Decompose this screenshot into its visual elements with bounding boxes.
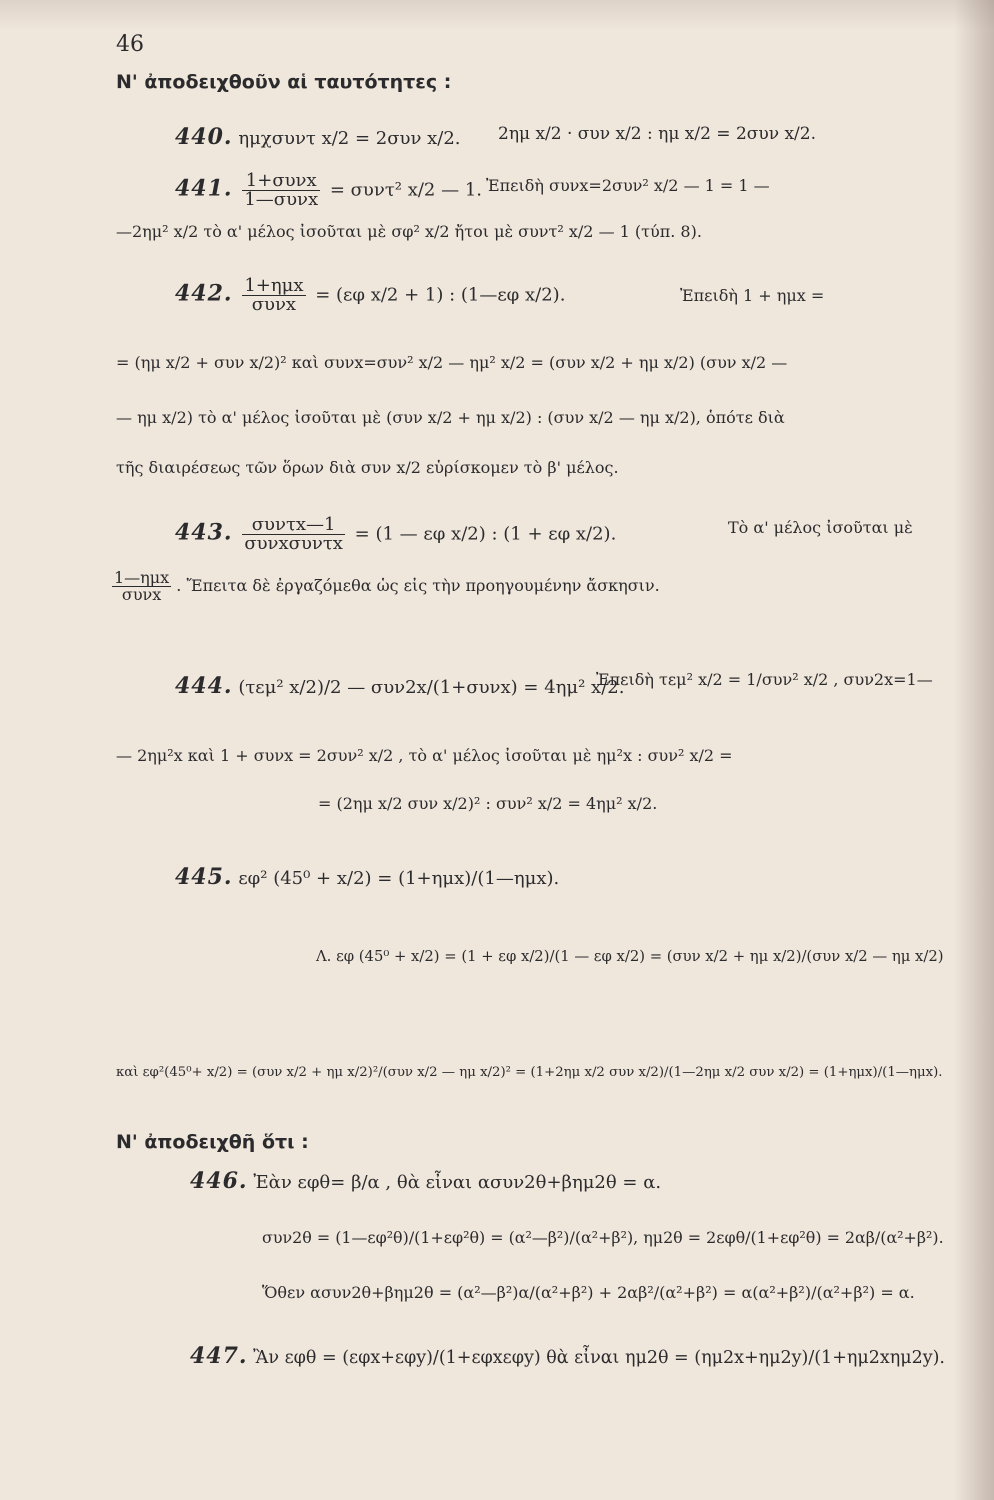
exercise-441: [175, 172, 482, 209]
exercise-442-solution-3: — ημ x/2) τὸ α' μέλος ἰσοῦται μὲ (συν x/2 + ημ x/2) : (συν x/2 — ημ x/2), ὁπότε διὰ: [116, 408, 785, 427]
denominator: συνx: [112, 586, 171, 603]
exercise-445: [175, 866, 559, 888]
exercise-number: 441.: [175, 175, 233, 202]
exercise-444-solution-1: Ἐπειδὴ τεμ² x/2 = 1/συν² x/2 , συν2x=1—: [596, 670, 933, 689]
fraction: [242, 172, 320, 209]
section-heading-identities: Ν' ἀποδειχθοῦν αἱ ταυτότητες :: [116, 71, 452, 93]
exercise-number: 447.: [190, 1343, 248, 1369]
numerator: 1+συνx: [245, 170, 317, 191]
exercise-445-solution-2: καὶ εφ²(45⁰+ x/2) = (συν x/2 + ημ x/2)²/(συν x/2 — ημ x/2)² = (1+2ημ x/2 συν x/2)/(1—2ημ x/2 συν x/2) = (1+ημx)/(1—ημx).: [116, 1065, 943, 1080]
exercise-444: [175, 675, 624, 697]
exercise-442-solution-1: Ἐπειδὴ 1 + ημx =: [680, 286, 825, 305]
exercise-447: [190, 1345, 945, 1368]
text: . Ἔπειτα δὲ ἐργαζόμεθα ὡς εἰς τὴν προηγουμένην ἄσκησιν.: [176, 576, 660, 595]
exercise-number: 446.: [190, 1168, 248, 1194]
section-heading-prove: Ν' ἀποδειχθῆ ὅτι :: [116, 1131, 309, 1153]
denominator: 1—συνx: [244, 189, 319, 210]
exercise-443-solution-2: [112, 570, 660, 603]
exercise-443-solution-1: Τὸ α' μέλος ἰσοῦται μὲ: [728, 518, 913, 537]
page-number: 46: [116, 32, 144, 57]
exercise-number: 440.: [175, 124, 233, 150]
page-binding-shadow: [954, 0, 994, 1500]
exercise-444-solution-3: = (2ημ x/2 συν x/2)² : συν² x/2 = 4ημ² x/2.: [318, 794, 658, 813]
exercise-442: [175, 277, 565, 314]
fraction: [242, 516, 345, 553]
exercise-445-solution-1: Λ. εφ (45⁰ + x/2) = (1 + εφ x/2)/(1 — εφ x/2) = (συν x/2 + ημ x/2)/(συν x/2 — ημ x/2): [316, 948, 944, 965]
exercise-442-solution-2: = (ημ x/2 + συν x/2)² καὶ συνx=συν² x/2 — ημ² x/2 = (συν x/2 + ημ x/2) (συν x/2 —: [116, 353, 788, 372]
exercise-statement: Ἐὰν εφθ= β/α , θὰ εἶναι ασυν2θ+βημ2θ = α.: [253, 1172, 662, 1193]
rhs: = (εφ x/2 + 1) : (1—εφ x/2).: [315, 284, 566, 306]
fraction: [112, 570, 171, 603]
exercise-444-solution-2: — 2ημ²x καὶ 1 + συνx = 2συν² x/2 , τὸ α' μέλος ἰσοῦται μὲ ημ²x : συν² x/2 =: [116, 746, 733, 765]
exercise-number: 443.: [175, 519, 233, 546]
exercise-statement: ημχσυντ x/2 = 2συν x/2.: [238, 128, 461, 149]
exercise-441-solution-2: —2ημ² x/2 τὸ α' μέλος ἰσοῦται μὲ σφ² x/2 ἤτοι μὲ συντ² x/2 — 1 (τύπ. 8).: [116, 222, 702, 241]
exercise-statement: Ἂν εφθ = (εφx+εφy)/(1+εφxεφy) θὰ εἶναι ημ2θ = (ημ2x+ημ2y)/(1+ημ2xημ2y).: [253, 1348, 945, 1368]
exercise-number: 444.: [175, 673, 233, 699]
rhs: = (1 — εφ x/2) : (1 + εφ x/2).: [354, 523, 617, 545]
exercise-number: 442.: [175, 280, 233, 307]
exercise-442-solution-4: τῆς διαιρέσεως τῶν ὅρων διὰ συν x/2 εὑρίσκομεν τὸ β' μέλος.: [116, 458, 619, 477]
exercise-446: [190, 1170, 661, 1192]
numerator: 1—ημx: [114, 568, 170, 587]
numerator: συντx—1: [251, 514, 336, 535]
numerator: 1+ημx: [244, 275, 304, 296]
exercise-statement: (τεμ² x/2)/2 — συν2x/(1+συνx) = 4ημ² x/2.: [238, 677, 625, 698]
exercise-441-solution-1: Ἐπειδὴ συνx=2συν² x/2 — 1 = 1 —: [486, 176, 770, 195]
denominator: συνxσυντx: [244, 533, 343, 554]
exercise-446-solution-1: συν2θ = (1—εφ²θ)/(1+εφ²θ) = (α²—β²)/(α²+β²), ημ2θ = 2εφθ/(1+εφ²θ) = 2αβ/(α²+β²).: [262, 1228, 944, 1247]
denominator: συνx: [242, 295, 305, 314]
exercise-443: [175, 516, 616, 553]
page-top-shadow: [0, 0, 994, 30]
exercise-446-solution-2: Ὅθεν ασυν2θ+βημ2θ = (α²—β²)α/(α²+β²) + 2αβ²/(α²+β²) = α(α²+β²)/(α²+β²) = α.: [262, 1283, 915, 1302]
exercise-440-solution: 2ημ x/2 · συν x/2 : ημ x/2 = 2συν x/2.: [498, 124, 816, 144]
rhs: = συντ² x/2 — 1.: [329, 179, 482, 201]
exercise-number: 445.: [175, 864, 233, 890]
fraction: [242, 277, 305, 314]
exercise-440: [175, 126, 461, 148]
exercise-statement: εφ² (45⁰ + x/2) = (1+ημx)/(1—ημx).: [238, 868, 560, 889]
